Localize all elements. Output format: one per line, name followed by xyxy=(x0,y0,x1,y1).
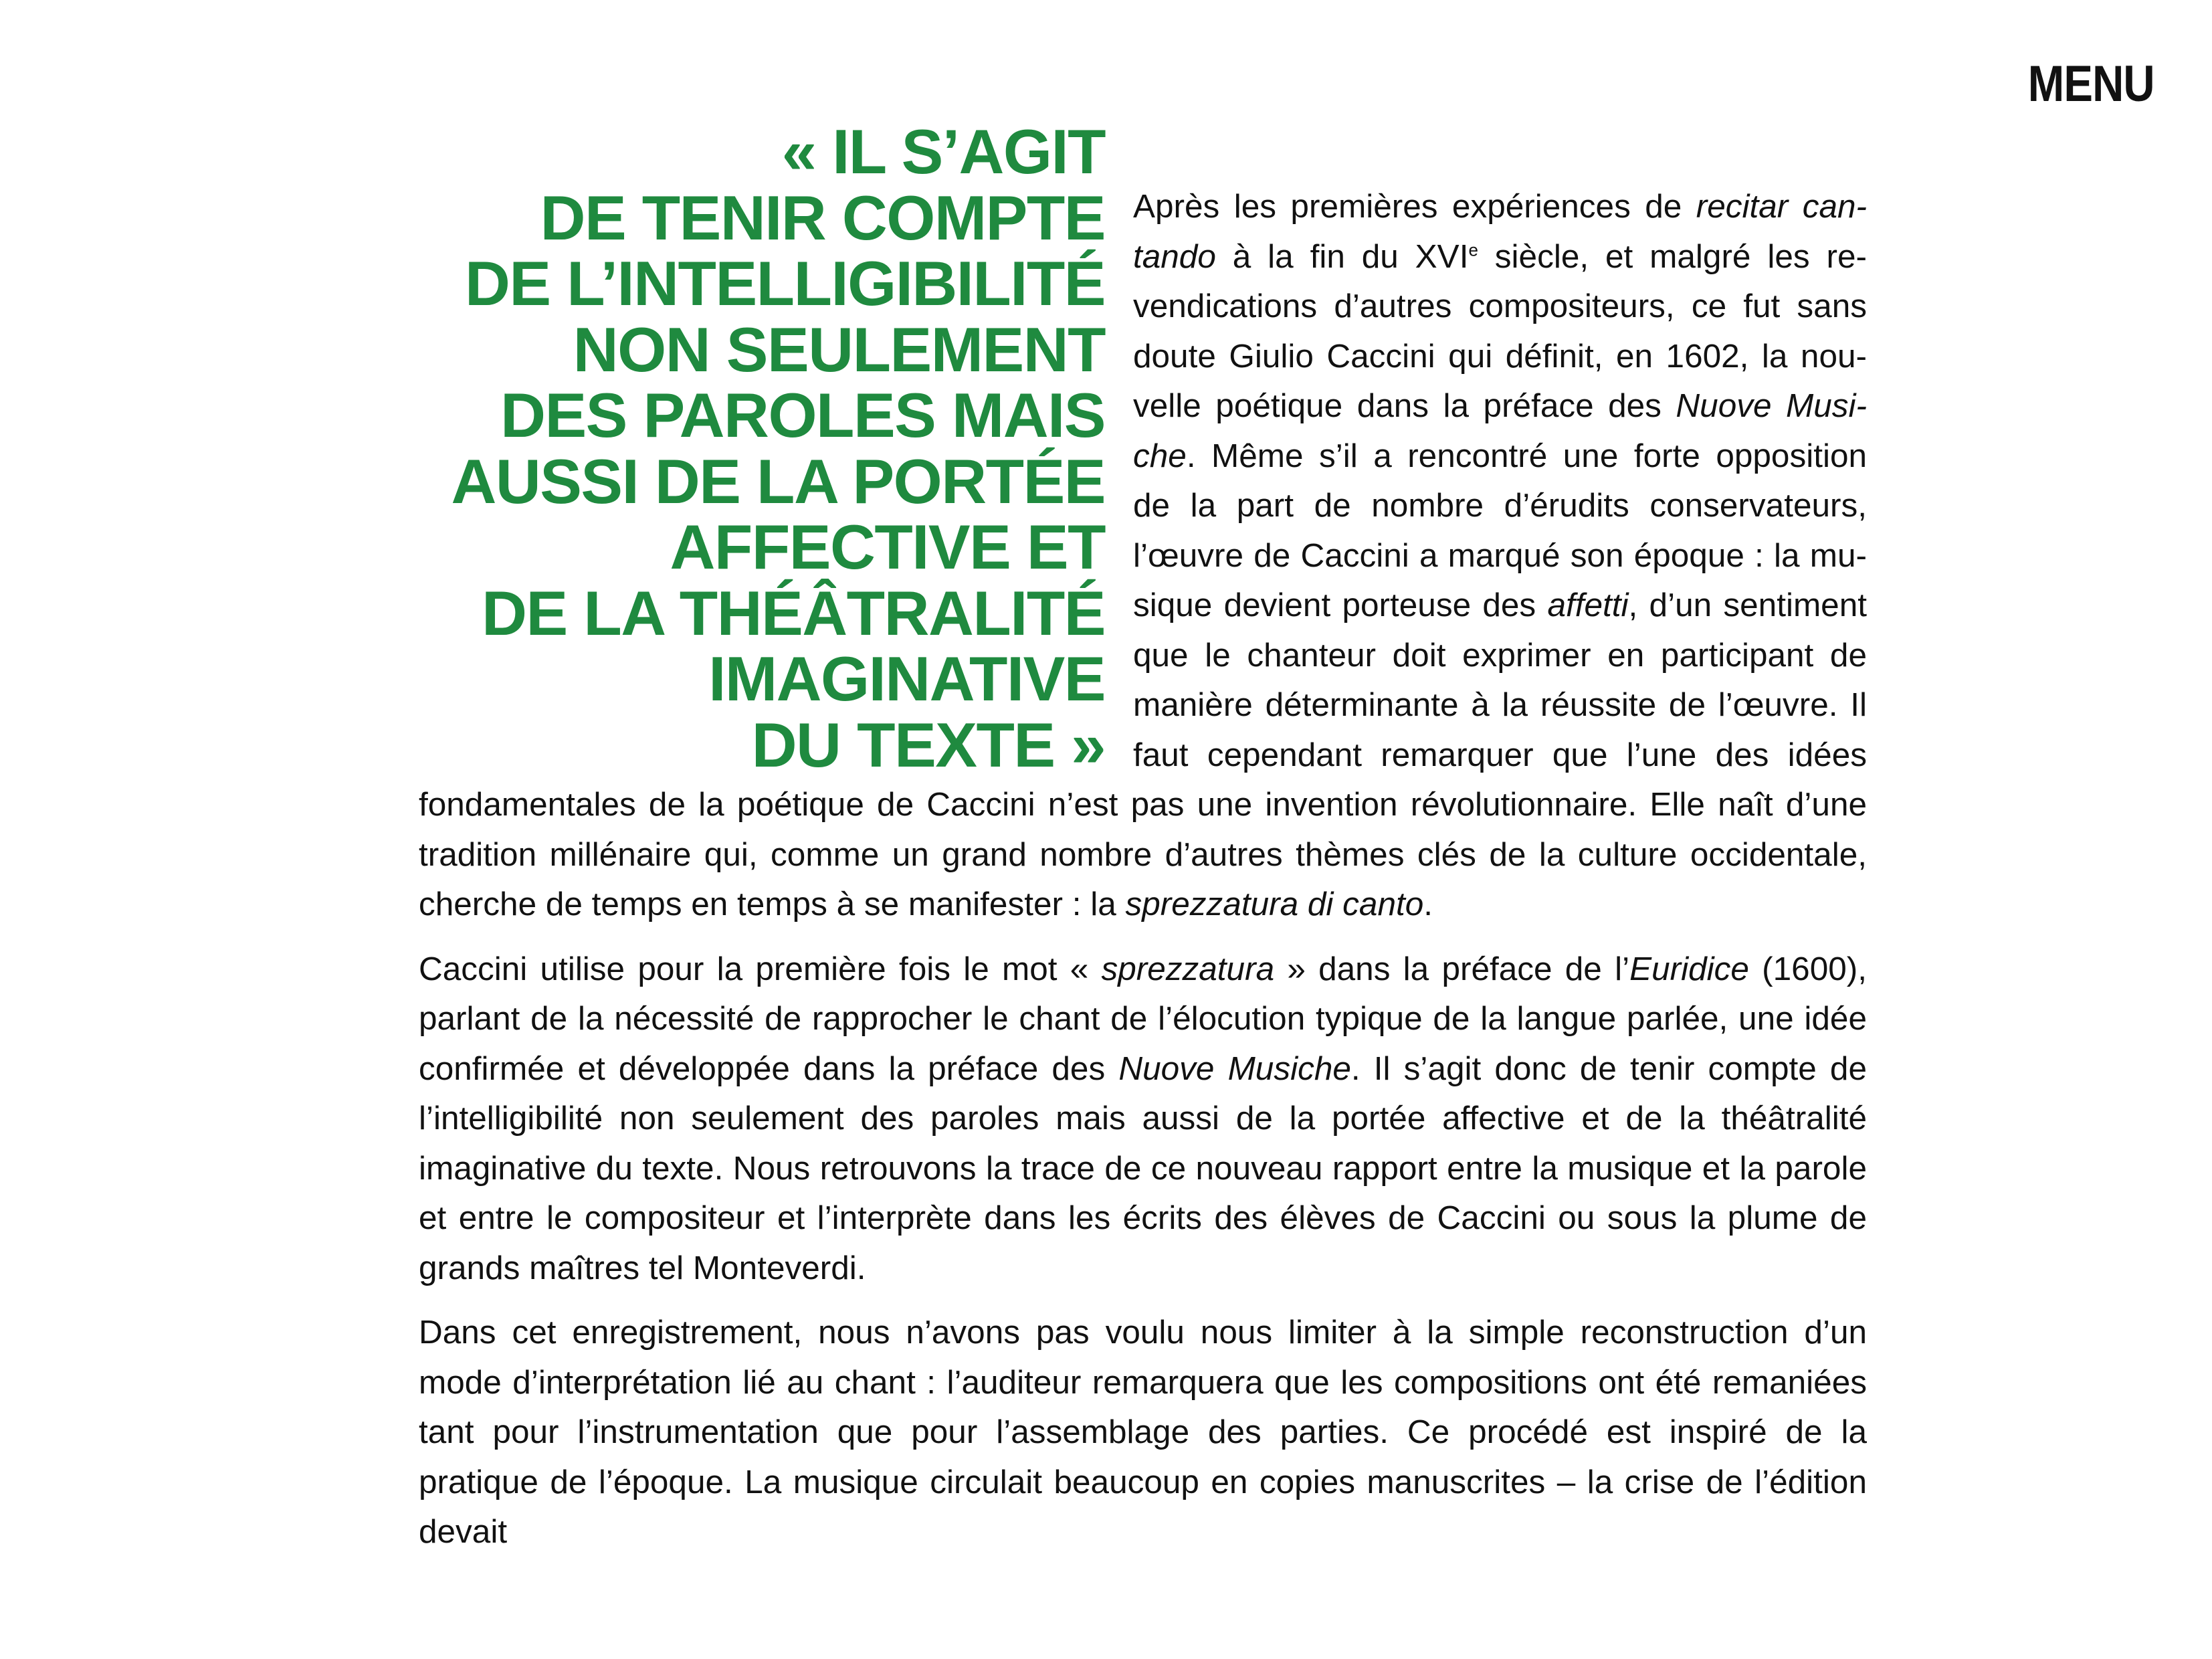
paragraph-text: à la fin du XVI xyxy=(1215,237,1469,275)
italic-term: sprezzatura di canto xyxy=(1125,886,1424,922)
pullquote-line: DES PAROLES MAIS xyxy=(500,380,1105,450)
paragraph-text: Dans cet enregistrement, nous n’avons pas voulu nous limiter à la simple reconstruction d’un mode d’interprétation lié au chant : l’auditeur remarquera que les compositions ont été remaniées tant pour l’instrumentation que pour l’assemblage des parties. Ce procédé est inspiré de la pratique de l’époque. La musique circulait beaucoup en copies manuscrites – la crise de l’édition devait xyxy=(419,1314,1867,1550)
pullquote xyxy=(419,116,1105,780)
pullquote-line: DE LA THÉÂTRALITÉ xyxy=(482,577,1105,648)
menu-button[interactable]: MENU xyxy=(2027,56,2154,112)
pullquote-line: AUSSI DE LA PORTÉE xyxy=(451,446,1105,516)
italic-term: Nuove Musiche xyxy=(1133,387,1867,474)
paragraph-text: . xyxy=(1423,886,1433,922)
pullquote-line: IMAGINATIVE xyxy=(708,644,1105,714)
italic-term: Nuove Musiche xyxy=(1118,1050,1351,1087)
italic-term: sprezzatura xyxy=(1101,950,1275,987)
paragraph-3 xyxy=(419,1308,1867,1557)
italic-term: affetti xyxy=(1547,587,1629,623)
pullquote-line: NON SEULEMENT xyxy=(573,314,1105,385)
pullquote-line: AFFECTIVE ET xyxy=(670,512,1105,582)
paragraph-text: . Même s’il a rencontré une forte opposition de la part de nombre d’érudits conservateurs, l’œuvre de Caccini a marqué son époque : la musique devient porteuse des xyxy=(1133,437,1867,623)
pullquote-line: DE TENIR COMPTE xyxy=(540,182,1105,253)
pullquote-line: DE L’INTELLIGIBILITÉ xyxy=(465,248,1105,318)
pullquote-line: « IL S’AGIT xyxy=(781,116,1105,187)
paragraph-2 xyxy=(419,945,1867,1294)
paragraph-text: , d’un sentiment que le chanteur doit exprimer en participant de manière déterminante à la réussite de l’œuvre. Il faut cependant remarquer que l’une des idées fondamentales de la poétique de Caccini n’est pas une invention révolutionnaire. Elle naît d’une tradition millénaire qui, comme un grand nombre d’autres thèmes clés de la culture occidentale, cherche de temps en temps à se manifester : la xyxy=(419,587,1867,922)
article-body xyxy=(419,116,1867,1572)
paragraph-text: Caccini utilise pour la première fois le mot « xyxy=(419,950,1102,987)
paragraph-text: Après les premières expériences de xyxy=(1133,188,1696,225)
paragraph-text: (1600), parlant de la nécessité de rapprocher le chant de l’élocution typique de la langue parlée, une idée confirmée et développée dans la préface des xyxy=(419,950,1867,1087)
pullquote-line: DU TEXTE » xyxy=(751,709,1105,780)
paragraph-text: . Il s’agit donc de tenir compte de l’intelligibilité non seulement des paroles mais aussi de la portée affective et de la théâtralité imaginative du texte. Nous retrouvons la trace de ce nouveau rapport entre la musique et la parole et entre le compositeur et l’interprète dans les écrits des élèves de Caccini ou sous la plume de grands maîtres tel Monteverdi. xyxy=(419,1050,1867,1286)
paragraph-text: siècle, et malgré les revendications d’autres compositeurs, ce fut sans doute Giulio Caccini qui définit, en 1602, la nouvelle poétique dans la préface des xyxy=(1133,237,1867,424)
italic-term: Euridice xyxy=(1629,950,1749,987)
italic-term: recitar cantando xyxy=(1133,188,1867,275)
superscript: e xyxy=(1468,239,1478,260)
paragraph-text: » dans la préface de l’ xyxy=(1274,950,1630,987)
